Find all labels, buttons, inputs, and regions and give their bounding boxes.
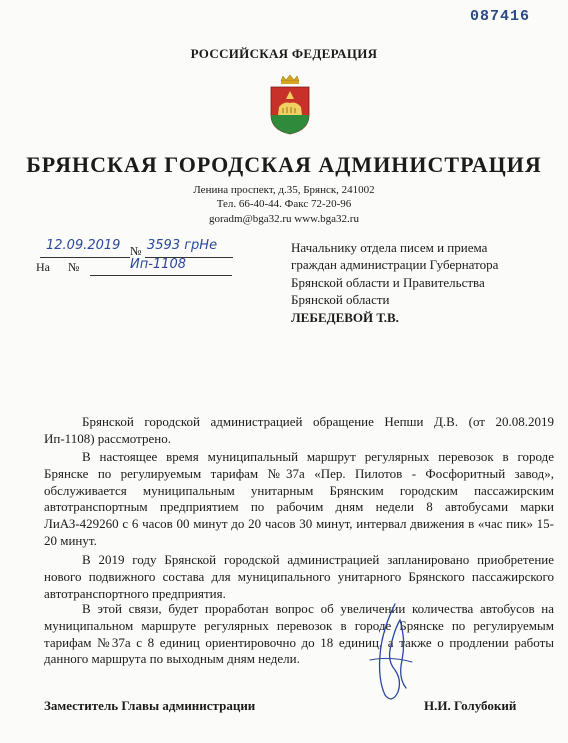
- paragraph-text: В этой связи, будет проработан вопрос об увеличении количества автобусов на муниципальном маршруте регулярных перевозок в городе Брянске по регулируемым тарифам №37а с 8 единиц ориентировочно до 18 единиц, а также о продлении работы данного маршрута по выходным дням недели.: [44, 601, 554, 667]
- document-number: 087416: [470, 8, 531, 25]
- date-underline: [40, 257, 130, 258]
- body-paragraph-1: [44, 414, 554, 448]
- signatory-name: Н.И. Голубокий: [424, 698, 517, 713]
- federation-heading: РОССИЙСКАЯ ФЕДЕРАЦИЯ: [190, 46, 378, 61]
- signatory-title: Заместитель Главы администрации: [44, 698, 256, 713]
- body-paragraph-4: [44, 601, 554, 668]
- addressee-name: ЛЕБЕДЕВОЙ Т.В.: [291, 310, 399, 325]
- reference-underline: [90, 275, 232, 276]
- handwritten-reference: Ип-1108: [130, 257, 186, 272]
- addressee-line-3: Брянской области и Правительства: [291, 275, 485, 290]
- bryansk-coat-of-arms-icon: [269, 75, 311, 135]
- addressee-line-1: Начальнику отдела писем и приема: [291, 240, 488, 255]
- phones-line: Тел. 66-40-44. Факс 72-20-96: [216, 198, 352, 210]
- administration-title: БРЯНСКАЯ ГОРОДСКАЯ АДМИНИСТРАЦИЯ: [26, 152, 542, 177]
- body-paragraph-3: [44, 552, 554, 602]
- paragraph-text: В 2019 году Брянской городской администрацией запланировано приобретение нового подвижного состава для муниципального унитарного Брянского пассажирского автотранспортного предприятия.: [44, 552, 554, 601]
- handwritten-date: 12.09.2019: [46, 238, 121, 253]
- reply-to-label: На: [36, 260, 50, 274]
- contacts-line: goradm@bga32.ru www.bga32.ru: [209, 213, 359, 225]
- reply-number-sign: №: [68, 260, 80, 274]
- paragraph-text: В настоящее время муниципальный маршрут регулярных перевозок в городе Брянске по регулируемым тарифам №37а «Пер. Пилотов - Фосфоритный завод», обслуживается муниципальным унитарным Брянским городским пассажирским автотранспортным предприятием по рабочим дням недели 8 автобусами марки ЛиАЗ-429260 с 6 часов 00 минут до 20 часов 30 минут, интервал движения в «час пик» 15-20 минут.: [44, 449, 554, 548]
- body-paragraph-2: [44, 449, 554, 550]
- number-sign: №: [130, 244, 142, 258]
- address-line: Ленина проспект, д.35, Брянск, 241002: [193, 184, 375, 196]
- addressee-line-4: Брянской области: [291, 292, 390, 307]
- handwritten-reg-number: 3593 грНе: [147, 238, 218, 253]
- paragraph-text: Брянской городской администрацией обращение Непши Д.В. (от 20.08.2019 Ип-1108) рассмотрено.: [44, 414, 554, 446]
- addressee-line-2: граждан администрации Губернатора: [291, 257, 499, 272]
- handwritten-signature: [340, 600, 450, 710]
